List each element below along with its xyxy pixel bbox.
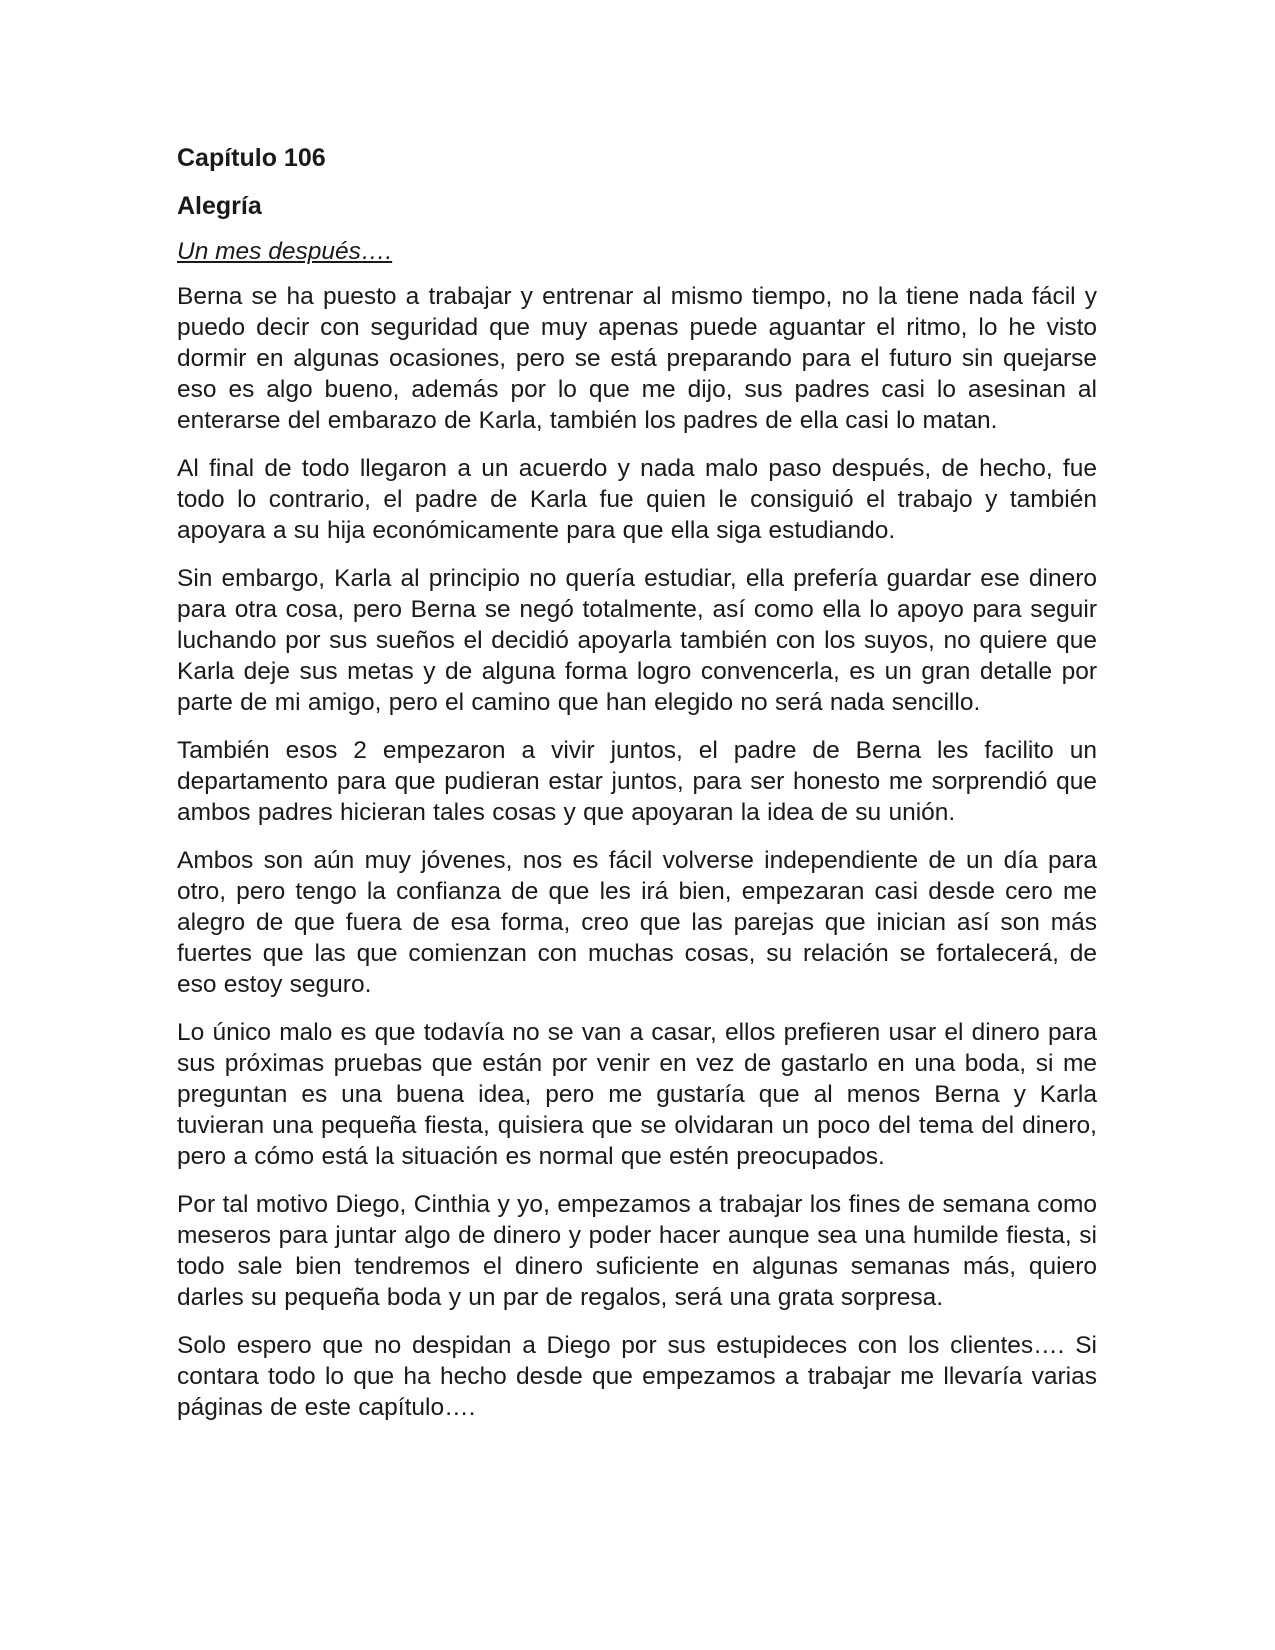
time-marker: Un mes después…. [177,238,393,265]
body-paragraph: Lo único malo es que todavía no se van a casar, ellos prefieren usar el dinero para sus próximas pruebas que están por venir en vez de gastarlo en una boda, si me preguntan es una buena idea, pero me gustaría que al menos Berna y Karla tuvieran una pequeña fiesta, quisiera que se olvidaran un poco del tema del dinero, pero a cómo está la situación es normal que estén preocupados. [177,1019,1097,1170]
body-paragraph: Por tal motivo Diego, Cinthia y yo, empezamos a trabajar los fines de semana como meseros para juntar algo de dinero y poder hacer aunque sea una humilde fiesta, si todo sale bien tendremos el dinero suficiente en algunas semanas más, quiero darles su pequeña boda y un par de regalos, será una grata sorpresa. [177,1191,1097,1311]
chapter-title: Alegría [177,192,262,220]
body-paragraph: Solo espero que no despidan a Diego por sus estupideces con los clientes…. Si contara todo lo que ha hecho desde que empezamos a trabajar me llevaría varias páginas de este capítulo…. [177,1332,1097,1421]
body-paragraph: También esos 2 empezaron a vivir juntos, el padre de Berna les facilito un departamento para que pudieran estar juntos, para ser honesto me sorprendió que ambos padres hicieran tales cosas y que apoyaran la idea de su unión. [177,737,1097,826]
body-paragraph: Sin embargo, Karla al principio no quería estudiar, ella prefería guardar ese dinero para otra cosa, pero Berna se negó totalmente, así como ella lo apoyo para seguir luchando por sus sueños el decidió apoyarla también con los suyos, no quiere que Karla deje sus metas y de alguna forma logro convencerla, es un gran detalle por parte de mi amigo, pero el camino que han elegido no será nada sencillo. [177,565,1097,716]
document-page [177,143,1097,1440]
chapter-number: Capítulo 106 [177,144,326,172]
body-paragraph: Berna se ha puesto a trabajar y entrenar al mismo tiempo, no la tiene nada fácil y puedo decir con seguridad que muy apenas puede aguantar el ritmo, lo he visto dormir en algunas ocasiones, pero se está preparando para el futuro sin quejarse eso es algo bueno, además por lo que me dijo, sus padres casi lo asesinan al enterarse del embarazo de Karla, también los padres de ella casi lo matan. [177,283,1097,434]
body-paragraph: Al final de todo llegaron a un acuerdo y nada malo paso después, de hecho, fue todo lo contrario, el padre de Karla fue quien le consiguió el trabajo y también apoyara a su hija económicamente para que ella siga estudiando. [177,455,1097,544]
body-paragraph: Ambos son aún muy jóvenes, nos es fácil volverse independiente de un día para otro, pero tengo la confianza de que les irá bien, empezaran casi desde cero me alegro de que fuera de esa forma, creo que las parejas que inician así son más fuertes que las que comienzan con muchas cosas, su relación se fortalecerá, de eso estoy seguro. [177,847,1097,998]
